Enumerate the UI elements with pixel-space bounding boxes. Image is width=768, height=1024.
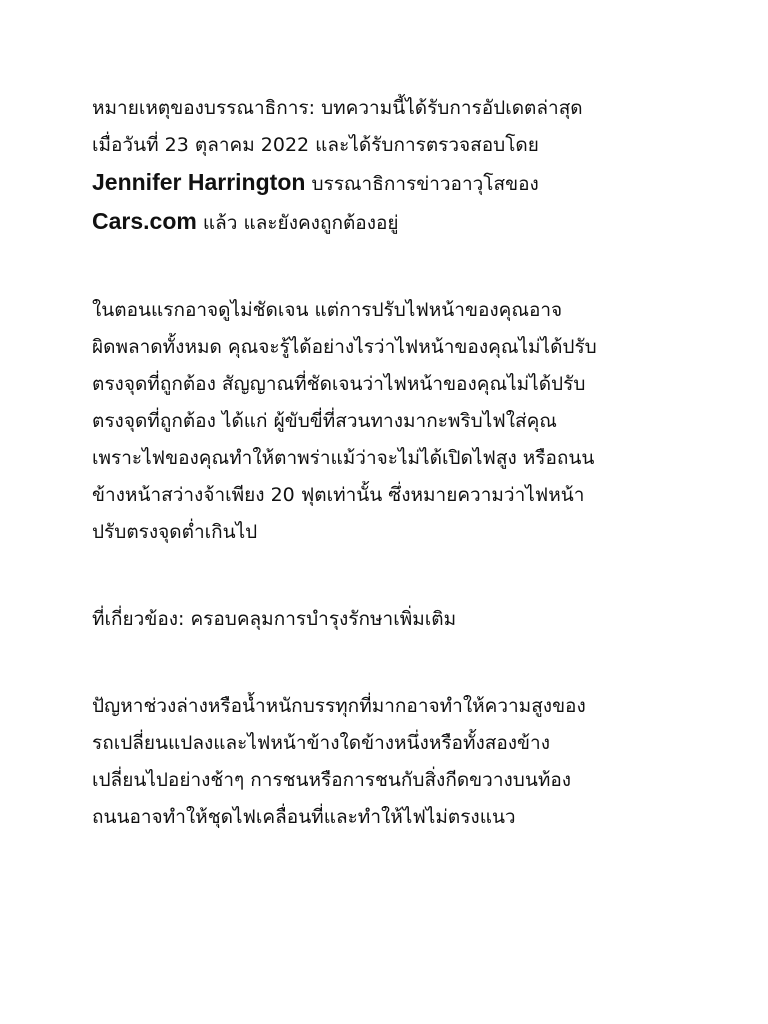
- paragraph-line: ถนนอาจทำให้ชุดไฟเคลื่อนที่และทำให้ไฟไม่ตรงแนว: [92, 806, 516, 828]
- editor-name: Jennifer Harrington: [92, 169, 306, 195]
- paragraph-line: รถเปลี่ยนแปลงและไฟหน้าข้างใดข้างหนึ่งหรือทั้งสองข้าง: [92, 732, 550, 754]
- related-line: ที่เกี่ยวข้อง: ครอบคลุมการบำรุงรักษาเพิ่มเติม: [92, 608, 457, 630]
- paragraph-line: ตรงจุดที่ถูกต้อง ได้แก่ ผู้ขับขี่ที่สวนทางมากะพริบไฟใส่คุณ: [92, 410, 557, 432]
- paragraph-line: ปัญหาช่วงล่างหรือน้ำหนักบรรทุกที่มากอาจทำให้ความสูงของ: [92, 695, 586, 717]
- editor-note-line-1: หมายเหตุของบรรณาธิการ: บทความนี้ได้รับการอัปเดตล่าสุด: [92, 97, 583, 119]
- paragraph-line: ข้างหน้าสว่างจ้าเพียง 20 ฟุตเท่านั้น ซึ่งหมายความว่าไฟหน้า: [92, 484, 585, 506]
- paragraph-line: เปลี่ยนไปอย่างช้าๆ การชนหรือการชนกับสิ่งกีดขวางบนท้อง: [92, 769, 572, 791]
- paragraph-suspension: [92, 688, 682, 836]
- paragraph-line: ตรงจุดที่ถูกต้อง สัญญาณที่ชัดเจนว่าไฟหน้าของคุณไม่ได้ปรับ: [92, 373, 586, 395]
- paragraph-headlight-aim: [92, 292, 682, 551]
- document-page: [92, 90, 682, 836]
- paragraph-line: ปรับตรงจุดต่ำเกินไป: [92, 521, 258, 543]
- paragraph-line: ในตอนแรกอาจดูไม่ชัดเจน แต่การปรับไฟหน้าของคุณอาจ: [92, 299, 563, 321]
- editor-note: [92, 90, 682, 242]
- related-link-text: [92, 601, 682, 638]
- editor-note-line-3-rest: บรรณาธิการข่าวอาวุโสของ: [305, 173, 539, 195]
- editor-note-line-4: [92, 203, 682, 242]
- editor-note-line-3: [92, 164, 682, 203]
- site-name: Cars.com: [92, 208, 197, 234]
- editor-note-line-2: เมื่อวันที่ 23 ตุลาคม 2022 และได้รับการตรวจสอบโดย: [92, 134, 539, 156]
- paragraph-line: เพราะไฟของคุณทำให้ตาพร่าแม้ว่าจะไม่ได้เปิดไฟสูง หรือถนน: [92, 447, 595, 469]
- editor-note-line-4-rest: แล้ว และยังคงถูกต้องอยู่: [196, 212, 399, 234]
- paragraph-line: ผิดพลาดทั้งหมด คุณจะรู้ได้อย่างไรว่าไฟหน้าของคุณไม่ได้ปรับ: [92, 336, 597, 358]
